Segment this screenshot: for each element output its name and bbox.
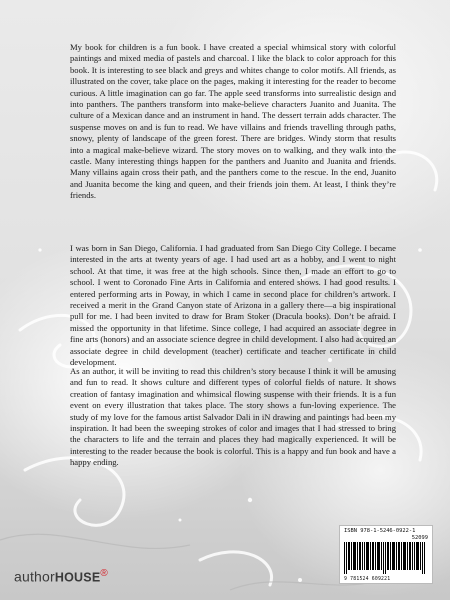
synopsis-paragraph: My book for children is a fun book. I have created a special whimsical story with colorful paintings and mixed media of pastels and charcoal. I like the black to color approach for this book. It is interesting to see black and greys and whites change to color motifs. All friends, as illustrated on the cover, take place on the pages, making it interesting for the reader to become curious. A little imagination can go far. The apple seed transforms into surrealistic design and into panthers. The panthers transform into make-believe characters Juanito and Juanita. The culture of a Mexican dance and an instrument in hand. The dessert terrain adds character. The suspense moves on and is fun to read. We have villains and friends travelling through paths, snowy, plenty of landscape of the green forest. There are bridges. Windy storm that results into a magical make-believe wizard. The story moves on to walking, and they walk into the castle. Many interesting things happen for the panthers and Juanito and Juanita and friends. Many villains again cross their path, and the panthers come to the rescue. In the end, Juanito and Juanita become the king and queen, and their friends join them. At least, I think they’re friends.: [70, 42, 396, 201]
isbn-barcode-box: [339, 525, 433, 584]
barcode-number: 9 781524 609221: [344, 577, 391, 582]
author-bio-paragraph: I was born in San Diego, California. I had graduated from San Diego City College. I became interested in the arts at twenty years of age. I had used art as a hobby, and I went to night school. At that time, it was free at the high schools. Since then, I made an effort to go to school. I went to Coronado Fine Arts in California and entered shows. I had good results. I entered performing arts in Poway, in which I came in second place for children’s artwork. I received a merit in the Grand Canyon state of Arizona in a gallery there—a big inspirational pull for me. I had been invited to draw for Bram Stoker (Dracula books). Don’t be afraid. I missed the opportunity in that lifetime. Since college, I had acquired an associate degree in fine arts (honors) and an associate science degree in child development. I also had acquired an associate degree in child development (teacher) certificate and teacher certificate in child development.: [70, 243, 396, 368]
barcode-icon: [344, 542, 430, 574]
author-note-paragraph: As an author, it will be inviting to read this children’s story because I think it will be amusing and fun to read. It shows culture and different types of colorful fields of nature. It shows creation of fantasy imagination and whimsical flowing suspense with their friends. It is a fun event on every illustration that takes place. The story shows a fun-loving experience. The study of my love for the famous artist Salvador Dali in iN drawing and paintings had been my inspiration. It had been the sweeping strokes of color and images that I had stressed to bring the characters to life and the terrain and places they had magically experienced. It will be interesting to the reader because the book is colorful. This is a happy and fun book and have a happy ending.: [70, 366, 396, 468]
price-code: 52099: [411, 535, 428, 541]
publisher-logo: authorHOUSE®: [14, 568, 108, 585]
isbn-label: ISBN 978-1-5246-0922-1: [344, 528, 416, 534]
